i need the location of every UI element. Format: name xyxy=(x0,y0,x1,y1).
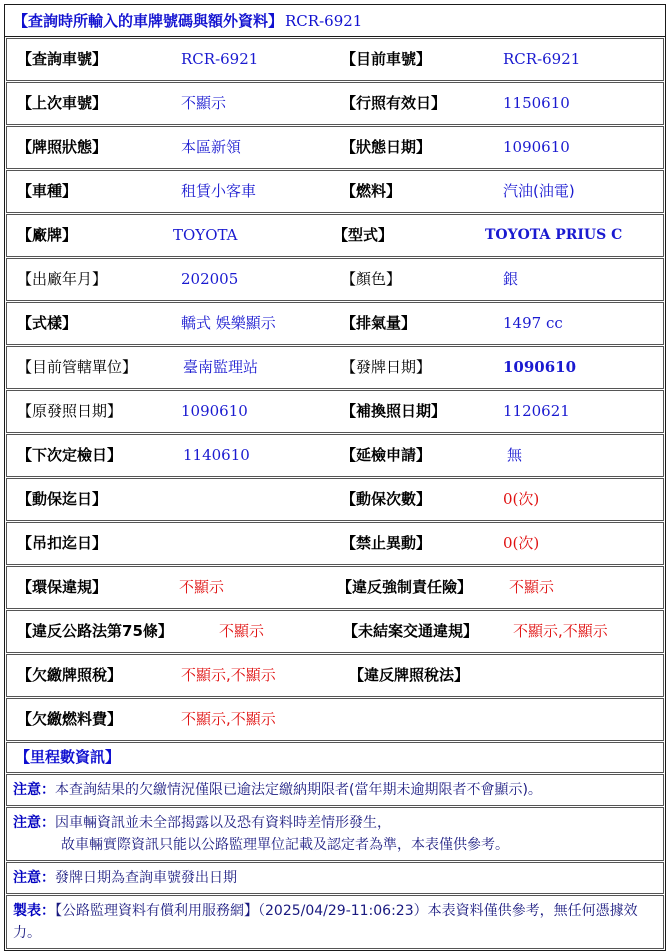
field-label: 【查詢車號】 xyxy=(17,50,108,68)
field-value: 1497 cc xyxy=(503,314,563,332)
field-value: 1090610 xyxy=(181,402,248,420)
field-value: 202005 xyxy=(181,270,239,288)
field-value: TOYOTA xyxy=(173,226,238,244)
table-row xyxy=(6,566,664,609)
field-value: 不顯示 xyxy=(181,94,227,112)
field-value: 本區新領 xyxy=(181,138,242,156)
table-row xyxy=(6,170,664,213)
field-label: 【狀態日期】 xyxy=(341,138,432,156)
note-text-continued: 故車輛實際資訊只能以公路監理單位記載及認定者為準，本表僅供參考。 xyxy=(61,837,509,853)
field-label: 【牌照狀態】 xyxy=(17,138,108,156)
table-row xyxy=(6,258,664,301)
note-overdue xyxy=(6,774,664,806)
table-row xyxy=(6,610,664,653)
field-value: 不顯示,不顯示 xyxy=(181,666,276,684)
field-value: TOYOTA PRIUS C xyxy=(485,227,623,243)
field-value: 汽油(油電) xyxy=(503,182,575,200)
field-label: 【動保次數】 xyxy=(341,490,432,508)
field-value: 不顯示,不顯示 xyxy=(181,710,276,728)
mileage-section-title: 【里程數資訊】 xyxy=(6,742,664,773)
table-row xyxy=(6,346,664,389)
report-header xyxy=(5,5,665,37)
field-label: 【排氣量】 xyxy=(341,314,417,332)
table-row xyxy=(6,38,664,81)
footer-label: 製表： xyxy=(13,903,55,919)
field-label: 【行照有效日】 xyxy=(341,94,447,112)
field-value: 不顯示 xyxy=(179,578,225,596)
field-label: 【原發照日期】 xyxy=(17,402,123,420)
field-label: 【燃料】 xyxy=(341,182,402,200)
field-value: 不顯示 xyxy=(509,578,555,596)
note-label: 注意： xyxy=(13,815,55,831)
table-row xyxy=(6,302,664,345)
note-disclaimer xyxy=(6,807,664,861)
field-label: 【式樣】 xyxy=(17,314,78,332)
table-row xyxy=(6,478,664,521)
field-label: 【下次定檢日】 xyxy=(17,446,123,464)
report-footer xyxy=(6,895,664,949)
note-plate-date xyxy=(6,862,664,894)
field-label: 【動保迄日】 xyxy=(17,490,108,508)
note-label: 注意： xyxy=(13,782,55,798)
field-value: RCR-6921 xyxy=(181,50,259,68)
table-row xyxy=(6,390,664,433)
field-label: 【目前車號】 xyxy=(341,50,432,68)
field-value: 不顯示 xyxy=(219,622,265,640)
field-label: 【未結案交通違規】 xyxy=(343,622,479,640)
table-row xyxy=(6,522,664,565)
field-value: 不顯示,不顯示 xyxy=(513,622,608,640)
field-label: 【環保違規】 xyxy=(17,578,108,596)
field-value: RCR-6921 xyxy=(503,50,581,68)
field-label: 【發牌日期】 xyxy=(341,358,432,376)
field-value: 租賃小客車 xyxy=(181,182,257,200)
field-label: 【上次車號】 xyxy=(17,94,108,112)
field-value: 1150610 xyxy=(503,94,570,112)
field-value: 轎式 娛樂顯示 xyxy=(181,314,276,332)
note-label: 注意： xyxy=(13,870,55,886)
footer-text: 【公路監理資料有償利用服務網】（2025/04/29-11:06:23）本表資料僅供參考，無任何憑據效力。 xyxy=(13,903,638,941)
table-row xyxy=(6,434,664,477)
field-value: 無 xyxy=(507,446,523,464)
table-row xyxy=(6,698,664,741)
note-text: 發牌日期為查詢車號發出日期 xyxy=(55,870,237,886)
table-row xyxy=(6,82,664,125)
field-label: 【違反公路法第75條】 xyxy=(17,622,173,640)
note-text: 本查詢結果的欠繳情況僅限已逾法定繳納期限者(當年期未逾期限者不會顯示)。 xyxy=(55,782,542,798)
table-row xyxy=(6,126,664,169)
field-value: 1090610 xyxy=(503,358,577,376)
field-label: 【廠牌】 xyxy=(17,226,78,244)
field-label: 【補換照日期】 xyxy=(341,402,447,420)
field-label: 【延檢申請】 xyxy=(341,446,432,464)
note-text: 因車輛資訊並未全部揭露以及恐有資料時差情形發生， xyxy=(55,815,391,831)
field-value: 銀 xyxy=(503,270,519,288)
field-value: 1140610 xyxy=(183,446,250,464)
field-label: 【型式】 xyxy=(333,226,394,244)
field-value: 臺南監理站 xyxy=(183,358,259,376)
field-label: 【車種】 xyxy=(17,182,78,200)
field-value: 1090610 xyxy=(503,138,570,156)
field-label: 【目前管轄單位】 xyxy=(17,358,138,376)
field-label: 【違反強制責任險】 xyxy=(337,578,473,596)
header-label: 【查詢時所輸入的車牌號碼與額外資料】 xyxy=(13,12,284,30)
table-row xyxy=(6,654,664,697)
field-label: 【欠繳燃料費】 xyxy=(17,710,123,728)
field-label: 【禁止異動】 xyxy=(341,534,432,552)
field-label: 【吊扣迄日】 xyxy=(17,534,108,552)
field-label: 【違反牌照稅法】 xyxy=(349,666,470,684)
vehicle-report-table xyxy=(4,4,666,951)
field-value: 0(次) xyxy=(503,490,540,508)
header-plate: RCR-6921 xyxy=(285,11,363,30)
field-value: 1120621 xyxy=(503,402,570,420)
table-row xyxy=(6,214,664,257)
field-label: 【顏色】 xyxy=(341,270,402,288)
field-value: 0(次) xyxy=(503,534,540,552)
field-label: 【出廠年月】 xyxy=(17,270,108,288)
field-label: 【欠繳牌照稅】 xyxy=(17,666,123,684)
